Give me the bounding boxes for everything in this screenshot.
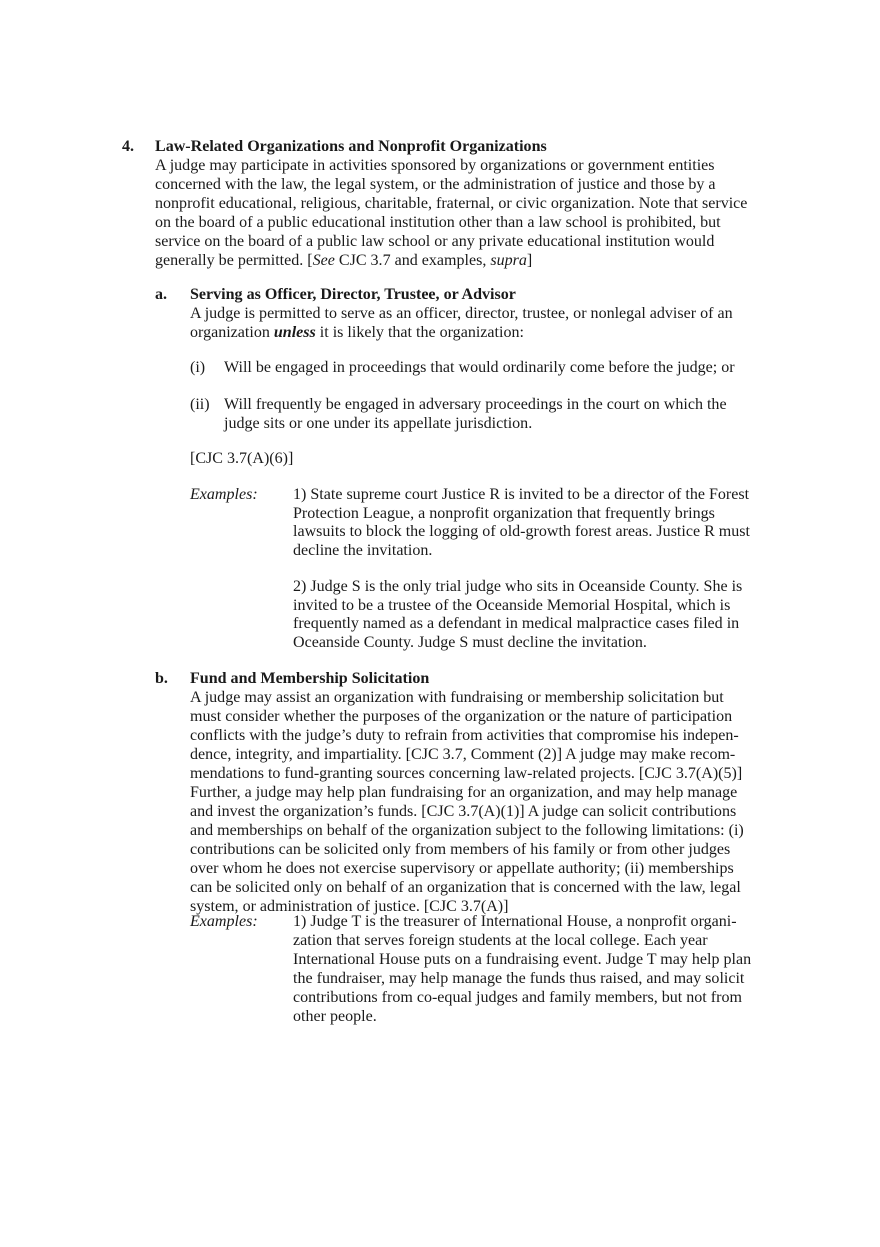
text-run: it is likely that the organization: [315,322,524,341]
body-line [155,250,532,269]
subsection-letter: a. [155,284,168,303]
text-run: generally be permitted. [ [155,250,313,269]
example-line: frequently named as a defendant in medical malpractice cases filed in [293,613,740,633]
text-run: Further, a judge may help plan fundraising for an organization, and may help manage [190,782,738,801]
example-line: Protection League, a nonprofit organization that frequently brings [293,502,715,522]
text-run: A judge may assist an organization with fundraising or membership solicitation but [190,687,724,706]
example-line: decline the invitation. [293,539,433,559]
section-title: Law-Related Organizations and Nonprofit Organizations [155,136,547,155]
section-number: 4. [122,136,135,155]
text-run: concerned with the law, the legal system, or the administration of justice and those by a [155,174,716,193]
example-line: the fundraiser, may help manage the funds thus raised, and may solicit [293,968,745,987]
text-run: on the board of a public educational institution other than a law school is prohibited, but [155,212,721,231]
subsection-title: Serving as Officer, Director, Trustee, or Advisor [190,284,516,303]
text-run: A judge is permitted to serve as an officer, director, trustee, or nonlegal adviser of an [190,303,733,322]
body-line [190,839,730,858]
text-run: over whom he does not exercise supervisory or appellate authority; (ii) memberships [190,858,734,877]
body-line [155,193,747,212]
list-marker: (ii) [190,394,210,413]
subsection-title: Fund and Membership Solicitation [190,668,430,687]
body-line [190,322,524,341]
text-run: can be solicited only on behalf of an organization that is concerned with the law, legal [190,877,741,896]
text-run: contributions can be solicited only from members of his family or from other judges [190,839,731,858]
example-line: zation that serves foreign students at the local college. Each year [293,930,708,949]
text-run: dence, integrity, and impartiality. [CJC 3.7, Comment (2)] A judge may make recom- [190,744,736,763]
list-item-line: Will frequently be engaged in adversary proceedings in the court on which the [224,394,727,413]
text-run: must consider whether the purposes of the organization or the nature of participation [190,706,733,725]
example-line: other people. [293,1006,377,1025]
text-run: ] [526,250,533,269]
example-line: 1) State supreme court Justice R is invited to be a director of the Forest [293,484,750,503]
body-line [190,706,732,725]
body-line [190,687,724,706]
body-line [190,858,734,877]
list-item-line: judge sits or one under its appellate jurisdiction. [224,413,533,432]
subsection-letter: b. [155,668,168,687]
text-run: mendations to fund-granting sources concerning law-related projects. [CJC 3.7(A)(5)] [190,763,743,782]
body-line [190,820,744,839]
example-line: International House puts on a fundraising event. Judge T may help plan [293,949,752,968]
examples-label: Examples: [190,484,258,503]
example-line: 1) Judge T is the treasurer of International House, a nonprofit organi- [293,911,737,930]
text-run: service on the board of a public law school or any private educational institution would [155,231,715,250]
body-line [190,303,733,322]
emphasis-text: supra [490,250,527,269]
body-line [155,155,715,174]
emphasis-text: See [312,250,335,269]
body-line [190,782,737,801]
body-line [155,212,721,231]
example-line: 2) Judge S is the only trial judge who sits in Oceanside County. She is [293,576,743,595]
example-line: contributions from co-equal judges and family members, but not from [293,987,742,1006]
examples-label: Examples: [190,911,258,930]
text-run: CJC 3.7 and examples, [334,250,491,269]
text-run: conflicts with the judge’s duty to refrain from activities that compromise his indepen- [190,725,739,744]
example-line: Oceanside County. Judge S must decline the invitation. [293,631,647,651]
body-line [190,877,741,896]
text-run: and invest the organization’s funds. [CJC 3.7(A)(1)] A judge can solicit contributions [190,801,737,820]
body-line [190,744,735,763]
body-line [190,801,736,820]
citation: [CJC 3.7(A)(6)] [190,448,294,467]
body-line [190,725,739,744]
body-line [155,231,714,250]
list-marker: (i) [190,357,206,376]
list-item-line: Will be engaged in proceedings that would ordinarily come before the judge; or [224,357,735,376]
body-line [190,763,742,782]
example-line: lawsuits to block the logging of old-growth forest areas. Justice R must [293,521,750,541]
text-run: nonprofit educational, religious, charitable, fraternal, or civic organization. Note that service [155,193,748,212]
text-run: and memberships on behalf of the organization subject to the following limitations: (i) [190,820,744,839]
text-run: A judge may participate in activities sponsored by organizations or government entities [155,155,715,174]
body-line [155,174,716,193]
text-run: organization [190,322,274,341]
text-run: system, or administration of justice. [CJC 3.7(A)] [190,896,509,915]
example-line: invited to be a trustee of the Oceanside Memorial Hospital, which is [293,594,731,614]
emphasis-text: unless [273,322,316,341]
